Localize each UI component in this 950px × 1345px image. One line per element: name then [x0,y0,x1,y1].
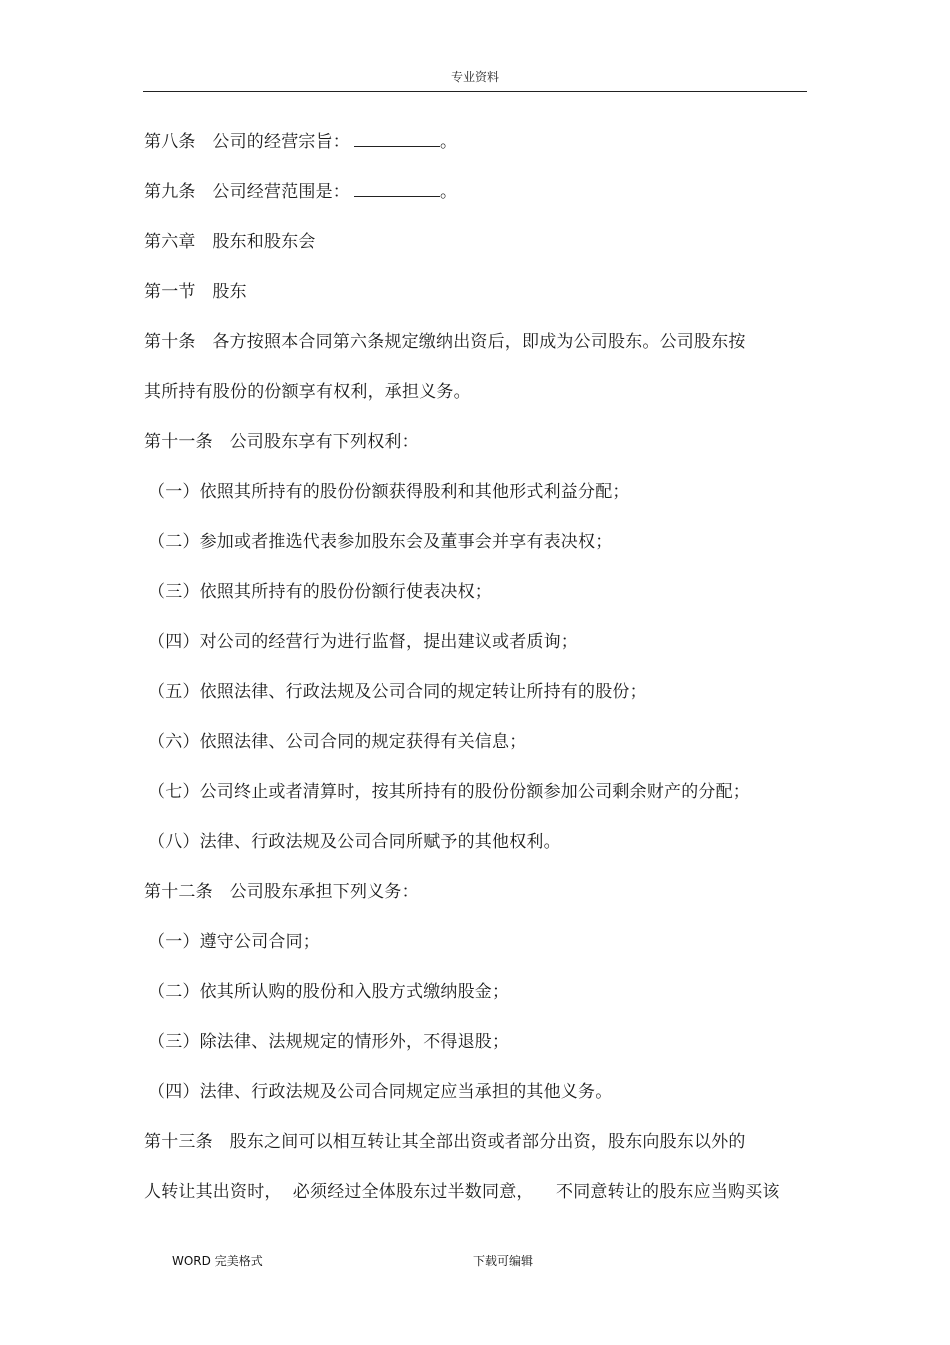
article-8-tail: 。 [440,132,458,152]
article-9-blank [354,182,440,197]
duty-item-4: （四）法律、行政法规及公司合同规定应当承担的其他义务。 [148,1082,613,1102]
right-item-7: （七）公司终止或者清算时，按其所持有的股份份额参加公司剩余财产的分配； [148,782,750,802]
footer-format-note: WORD 完美格式 [172,1254,263,1268]
article-8-heading [144,130,457,154]
section-1-title: 第一节 股东 [144,282,247,302]
duty-item-2: （二）依其所认购的股份和入股方式缴纳股金； [148,982,510,1002]
article-8-text: 第八条 公司的经营宗旨： [144,132,351,152]
right-item-8: （八）法律、行政法规及公司合同所赋予的其他权利。 [148,832,561,852]
right-item-6: （六）依照法律、公司合同的规定获得有关信息； [148,732,527,752]
article-10-line-1: 第十条 各方按照本合同第六条规定缴纳出资后，即成为公司股东。公司股东按 [144,332,746,352]
duty-item-1: （一）遵守公司合同； [148,932,320,952]
duty-item-3: （三）除法律、法规规定的情形外，不得退股； [148,1032,510,1052]
article-12-heading: 第十二条 公司股东承担下列义务： [144,882,419,902]
footer-download-note: 下载可编辑 [473,1254,534,1268]
right-item-5: （五）依照法律、行政法规及公司合同的规定转让所持有的股份； [148,682,647,702]
right-item-4: （四）对公司的经营行为进行监督，提出建议或者质询； [148,632,578,652]
chapter-6-title: 第六章 股东和股东会 [144,232,316,252]
right-item-3: （三）依照其所持有的股份份额行使表决权； [148,582,492,602]
article-13-line-2: 人转让其出资时， 必须经过全体股东过半数同意， 不同意转让的股东应当购买该 [144,1182,780,1202]
article-9-text: 第九条 公司经营范围是： [144,182,351,202]
article-9-tail: 。 [440,182,458,202]
article-10-line-2: 其所持有股份的份额享有权利，承担义务。 [144,382,471,402]
article-13-line-1: 第十三条 股东之间可以相互转让其全部出资或者部分出资，股东向股东以外的 [144,1132,746,1152]
right-item-1: （一）依照其所持有的股份份额获得股利和其他形式利益分配； [148,482,630,502]
page-header: 专业资料 [450,70,499,84]
right-item-2: （二）参加或者推选代表参加股东会及董事会并享有表决权； [148,532,613,552]
article-9-heading [144,180,457,204]
header-divider [143,91,807,92]
article-8-blank [354,132,440,147]
article-11-heading: 第十一条 公司股东享有下列权利： [144,432,419,452]
